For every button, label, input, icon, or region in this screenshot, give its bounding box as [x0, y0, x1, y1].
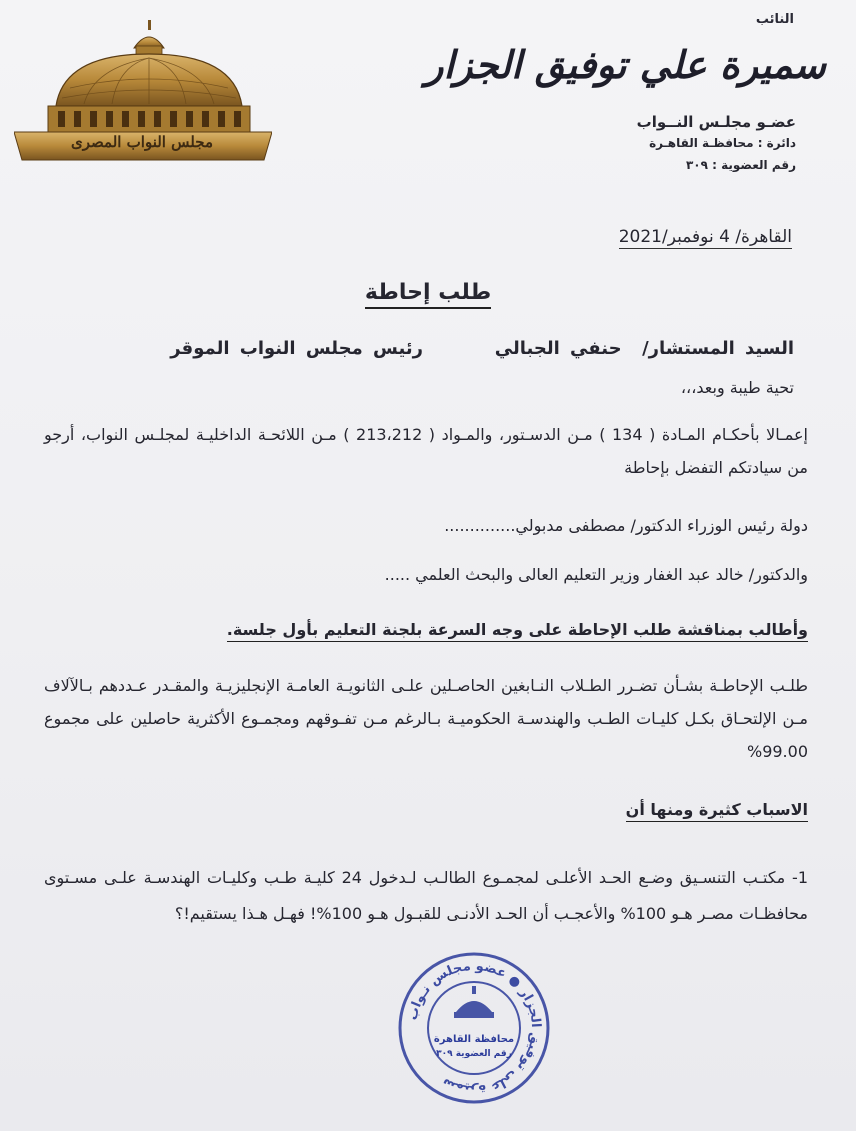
member-signature-name: سميرة علي توفيق الجزار	[425, 42, 826, 87]
greeting: تحية طيبة وبعد،،،	[680, 378, 794, 397]
letter-date: القاهرة/ 4 نوفمبر/2021	[618, 227, 792, 247]
stamp-ring-text: سميرة على توفيق الجزار ● عضو مجلس نـواب	[405, 958, 544, 1098]
document-title	[0, 280, 856, 305]
reasons-heading: الاسباب كثيرة ومنها أن	[626, 800, 808, 822]
demand-statement: وأطالب بمناقشة طلب الإحاطة على وجه السرعة بلجنة التعليم بأول جلسة.	[227, 620, 808, 642]
stamp-membership: رقم العضوية ٣٠٩	[436, 1049, 512, 1059]
subject-paragraph: طلـب الإحاطـة بشـأن تضـرر الطـلاب النـابغين الحاصـلين علـى الثانويـة العامـة الإنجليزيـة والمقـدر عـددهم بـالآلاف مـن الإلتحـاق بكـل كليـات الطـب والهندسـة الحكوميـة بـالرغم مـن تفـوقهم ومجمـوع الأكثرية حاصلين على مجموع 99.00%	[44, 676, 808, 761]
membership-number: رقم العضوية : ٣٠٩	[685, 158, 796, 172]
target-prime-minister: دولة رئيس الوزراء الدكتور/ مصطفى مدبولي..............	[444, 516, 808, 535]
svg-text:سميرة على توفيق الجزار ● عضو م	[405, 959, 543, 1097]
official-stamp	[396, 950, 552, 1106]
member-title: عضـو مجلـس النــواب	[636, 113, 796, 131]
intro-paragraph: إعمـالا بأحكـام المـادة ( 134 ) مـن الدسـتور، والمـواد ( 213،212 ) مـن اللائحـة الداخليـة لمجلـس النواب، أرجو من سيادتكم التفضل بإحاطة	[44, 425, 809, 477]
member-district: دائرة : محافظـة القاهـرة	[649, 136, 796, 150]
deputy-label: النائب	[755, 12, 794, 27]
logo-caption: مجلس النواب المصرى	[71, 133, 213, 151]
stamp-governorate: محافظة القاهرة	[433, 1034, 515, 1045]
addressee-line: السيد المستشار/ حنفي الجبالي رئيس مجلس النواب الموقر	[170, 338, 794, 359]
document-title-text: طلب إحاطة	[365, 280, 491, 309]
target-education-minister: والدكتور/ خالد عبد الغفار وزير التعليم العالى والبحث العلمي .....	[384, 565, 808, 584]
reason-item: 1- مكتـب التنسـيق وضـع الحـد الأعلـى لمجمـوع الطالـب لـدخول 24 كليـة طـب وكليـات الهندسـة علـى مسـتوى محافظـات مصـر هـو 100% والأعجـب أن الحـد الأدنـى للقبـول هـو 100%! فهـل هـذا يستقيم!؟	[44, 868, 809, 923]
